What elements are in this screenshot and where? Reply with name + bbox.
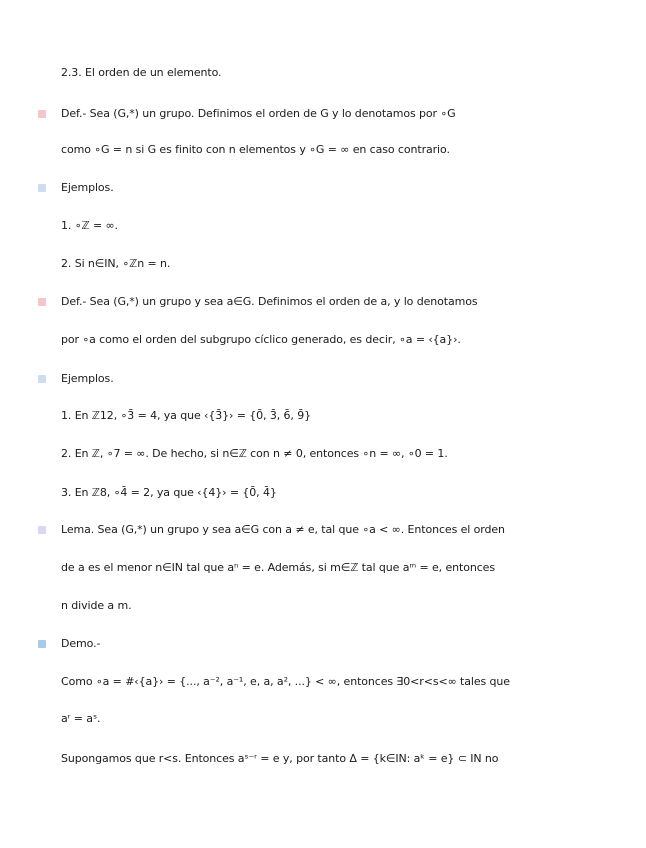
proof-line: Supongamos que r<s. Entonces aˢ⁻ʳ = e y, por tanto Δ = {k∈IN: aᵏ = e} ⊂ IN no	[61, 752, 499, 765]
proof-line: Como ∘a = #‹{a}› = {..., a⁻², a⁻¹, e, a, a², ...} < ∞, entonces ∃0<r<s<∞ tales que	[61, 675, 510, 688]
example-item: 3. En ℤ8, ∘4̄ = 2, ya que ‹{4}› = {0̄, 4̄}	[61, 486, 277, 499]
pink-bullet-icon	[38, 298, 46, 306]
example-item: 1. ∘ℤ = ∞.	[61, 219, 118, 232]
lemma-line: de a es el menor n∈IN tal que aⁿ = e. Además, si m∈ℤ tal que aᵐ = e, entonces	[61, 561, 495, 574]
examples-heading: Ejemplos.	[61, 372, 114, 385]
lemma-line: n divide a m.	[61, 599, 132, 612]
proof-line: aʳ = aˢ.	[61, 712, 101, 725]
examples-heading: Ejemplos.	[61, 181, 114, 194]
section-title: 2.3. El orden de un elemento.	[61, 66, 222, 79]
definition-line: como ∘G = n si G es finito con n elementos y ∘G = ∞ en caso contrario.	[61, 143, 450, 156]
sky-bullet-icon	[38, 640, 46, 648]
pink-bullet-icon	[38, 110, 46, 118]
blue-bullet-icon	[38, 375, 46, 383]
definition-line: Def.- Sea (G,*) un grupo y sea a∈G. Definimos el orden de a, y lo denotamos	[61, 295, 478, 308]
proof-heading: Demo.-	[61, 637, 101, 650]
example-item: 2. Si n∈IN, ∘ℤn = n.	[61, 257, 171, 270]
example-item: 2. En ℤ, ∘7 = ∞. De hecho, si n∈ℤ con n ≠ 0, entonces ∘n = ∞, ∘0 = 1.	[61, 447, 448, 460]
definition-line: Def.- Sea (G,*) un grupo. Definimos el orden de G y lo denotamos por ∘G	[61, 107, 456, 120]
definition-line: por ∘a como el orden del subgrupo cíclico generado, es decir, ∘a = ‹{a}›.	[61, 333, 461, 346]
lavender-bullet-icon	[38, 526, 46, 534]
lemma-line: Lema. Sea (G,*) un grupo y sea a∈G con a ≠ e, tal que ∘a < ∞. Entonces el orden	[61, 523, 505, 536]
blue-bullet-icon	[38, 184, 46, 192]
example-item: 1. En ℤ12, ∘3̄ = 4, ya que ‹{3̄}› = {0̄, 3̄, 6̄, 9̄}	[61, 409, 312, 422]
